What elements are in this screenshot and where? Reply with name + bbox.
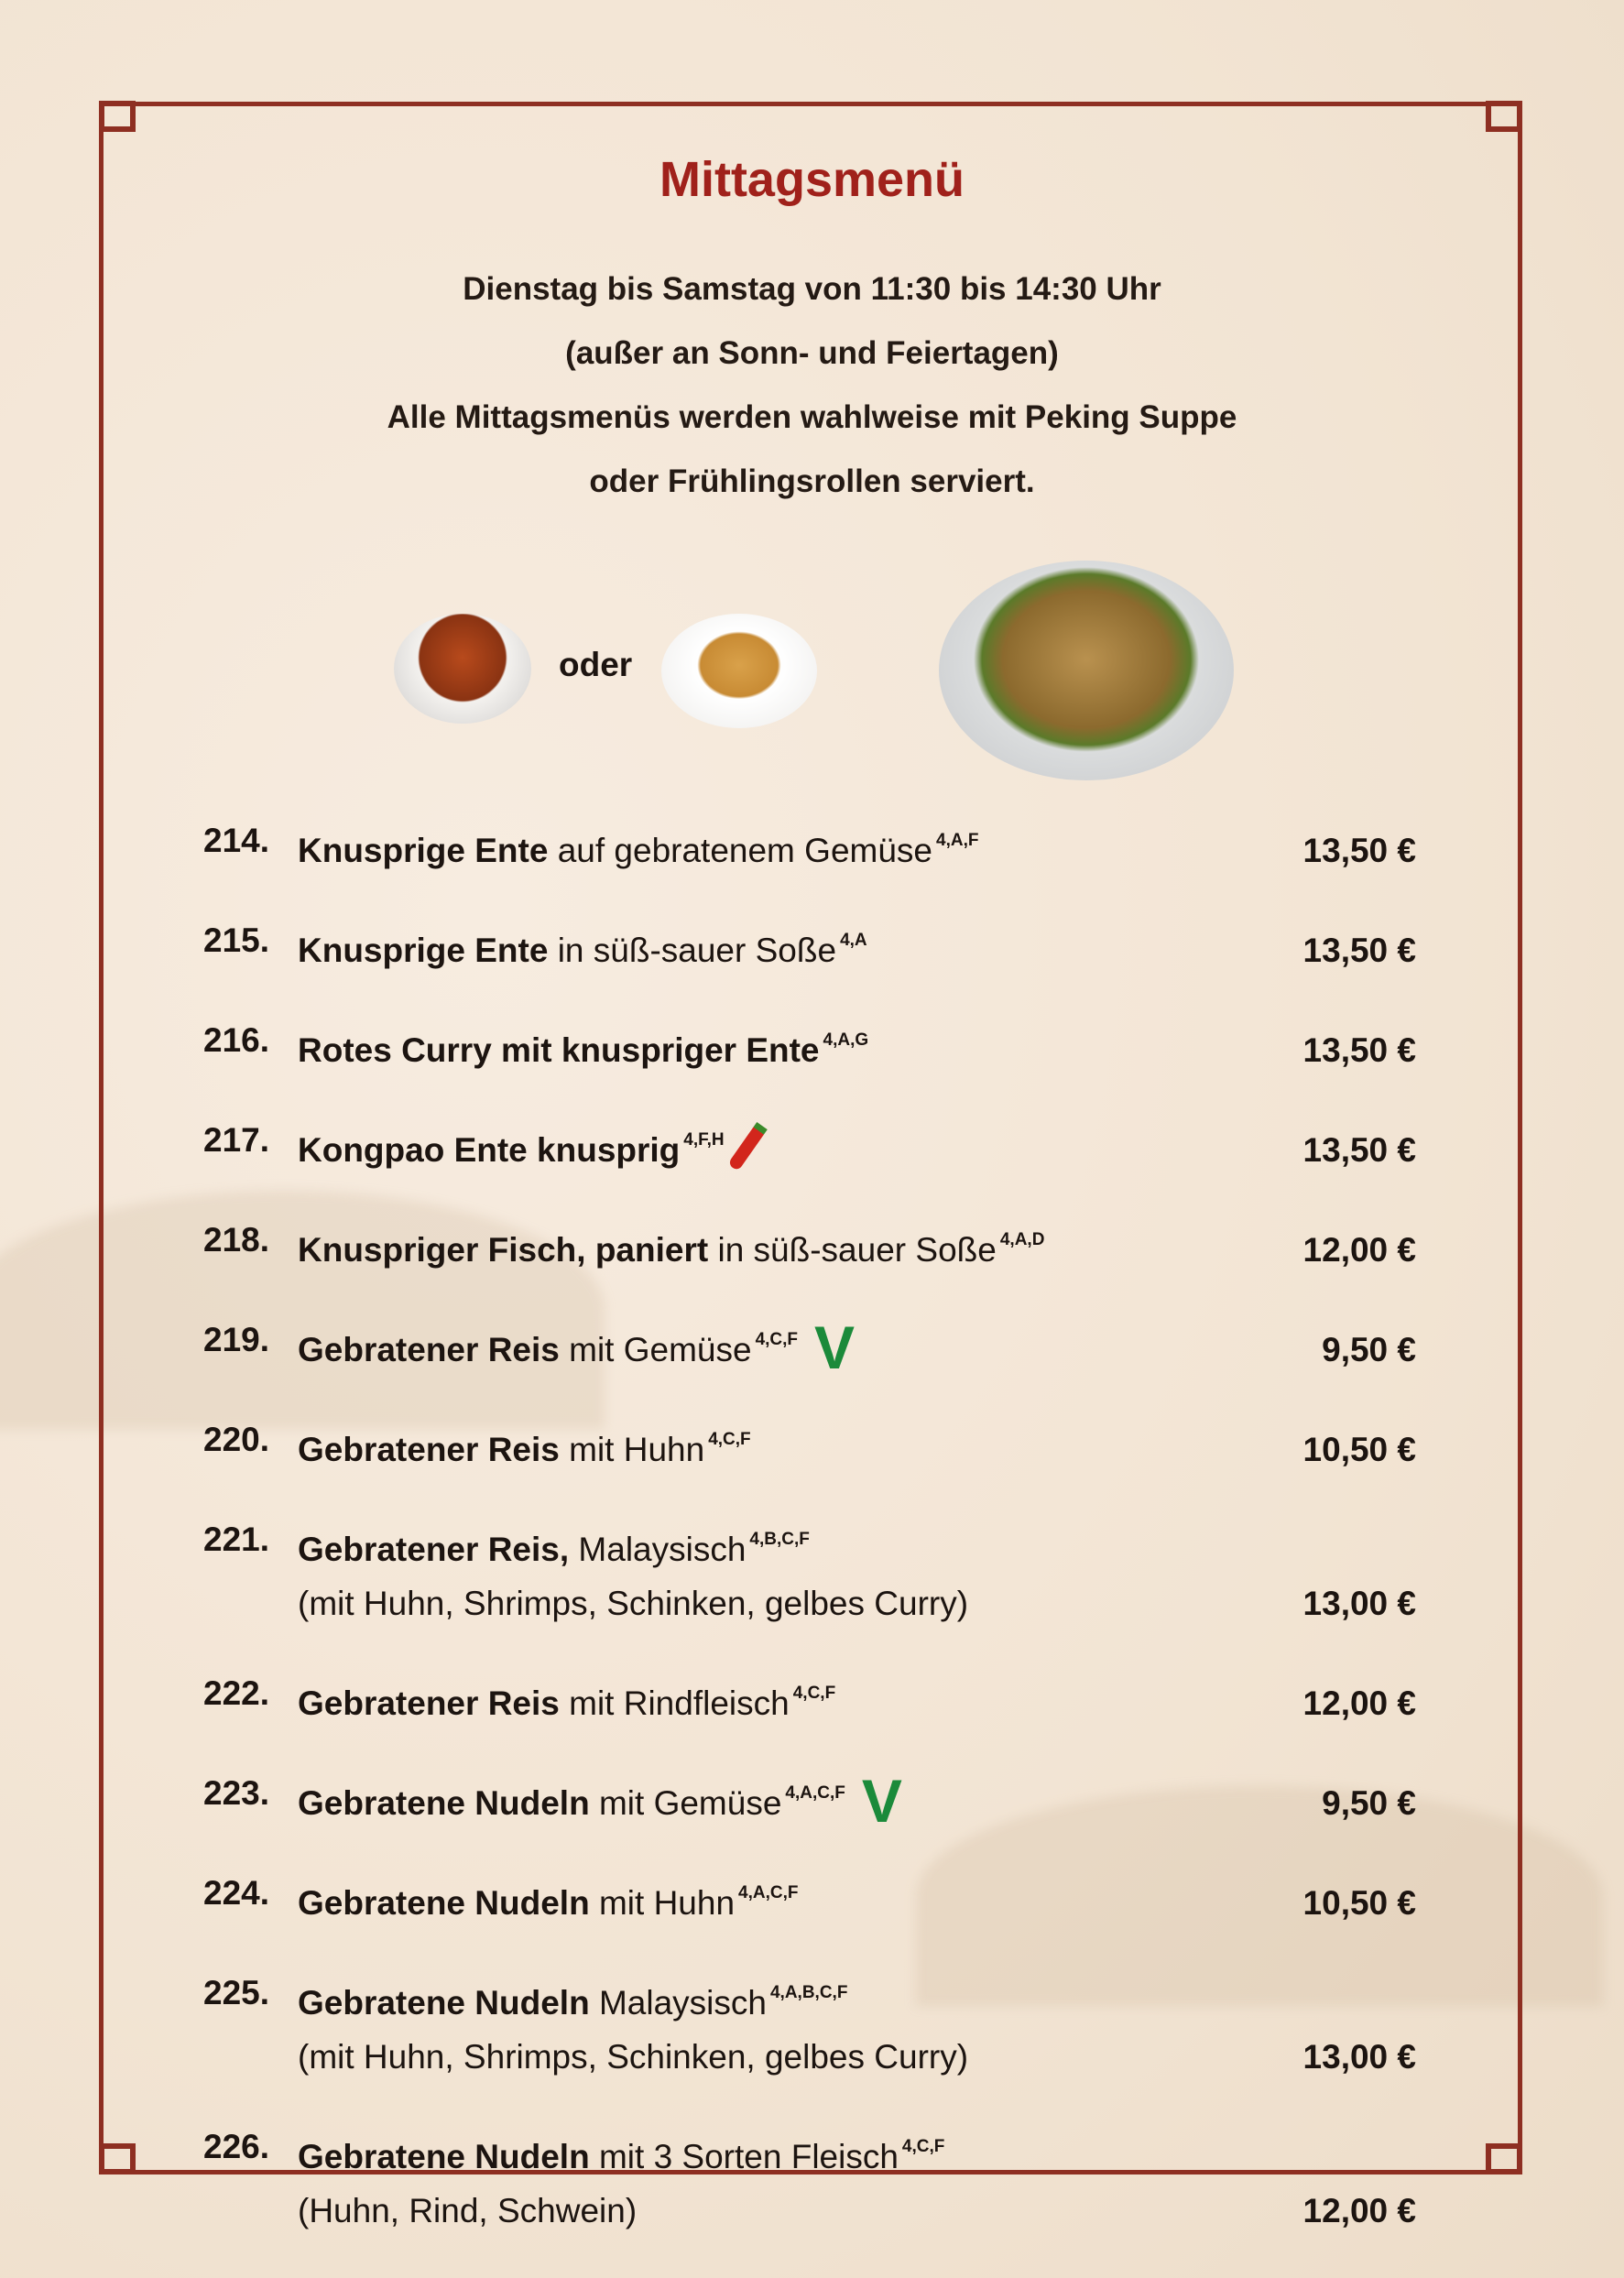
- menu-item: [203, 913, 1416, 1013]
- item-name: Malaysisch: [589, 1984, 767, 2022]
- item-price: 10,50 €: [1302, 1884, 1416, 1922]
- menu-item: [203, 1013, 1416, 1113]
- item-name: in süß-sauer Soße: [708, 1231, 997, 1269]
- item-number: 219.: [203, 1321, 270, 1358]
- menu-item: [203, 813, 1416, 913]
- item-name-bold: Gebratene Nudeln: [298, 1884, 590, 1922]
- menu-item: [203, 1966, 1416, 2120]
- allergen-codes: 4,A,D: [999, 1230, 1045, 1249]
- item-price: 13,50 €: [1302, 832, 1416, 869]
- chili-icon: [727, 1122, 768, 1172]
- intro-line: oder Frühlingsrollen serviert.: [589, 463, 1035, 499]
- intro-line: (außer an Sonn- und Feiertagen): [565, 335, 1059, 371]
- item-price: 12,00 €: [1302, 2192, 1416, 2229]
- allergen-codes: 4,A,G: [823, 1030, 869, 1050]
- menu-item: [203, 1113, 1416, 1213]
- item-number: 224.: [203, 1874, 270, 1912]
- frame-corner-ornament: [99, 101, 136, 132]
- item-number: 221.: [203, 1520, 270, 1558]
- vegetarian-icon: V: [814, 1313, 856, 1381]
- vegetarian-icon: V: [861, 1767, 902, 1835]
- menu-item: [203, 1213, 1416, 1313]
- item-name: mit 3 Sorten Fleisch: [589, 2138, 899, 2175]
- item-number: 217.: [203, 1121, 270, 1159]
- item-name-bold: Gebratener Reis,: [298, 1531, 570, 1568]
- allergen-codes: 4,C,F: [708, 1430, 751, 1449]
- allergen-codes: 4,A,C,F: [738, 1883, 799, 1902]
- item-name: Malaysisch: [569, 1531, 747, 1568]
- item-name: mit Rindfleisch: [559, 1684, 790, 1722]
- item-number: 225.: [203, 1974, 270, 2011]
- item-name-bold: Knuspriger Fisch, paniert: [298, 1231, 709, 1269]
- item-name-bold: Gebratene Nudeln: [298, 1784, 590, 1822]
- item-name-bold: Knusprige Ente: [298, 832, 549, 869]
- item-price: 9,50 €: [1322, 1331, 1416, 1368]
- item-price: 13,50 €: [1302, 1031, 1416, 1069]
- menu-item: [203, 1412, 1416, 1512]
- menu-item: [203, 1666, 1416, 1766]
- allergen-codes: 4,A,B,C,F: [769, 1983, 848, 2002]
- allergen-codes: 4,C,F: [792, 1684, 836, 1703]
- allergen-codes: 4,A: [840, 931, 867, 950]
- item-name-bold: Knusprige Ente: [298, 932, 549, 969]
- allergen-codes: 4,C,F: [755, 1330, 799, 1349]
- oder-label: oder: [559, 646, 633, 683]
- item-number: 215.: [203, 921, 270, 959]
- item-name-bold: Gebratener Reis: [298, 1431, 560, 1468]
- intro-line: Dienstag bis Samstag von 11:30 bis 14:30 Uhr: [463, 271, 1161, 307]
- frame-corner-ornament: [1486, 2143, 1522, 2174]
- item-name: mit Huhn: [589, 1884, 736, 1922]
- allergen-codes: 4,A,C,F: [785, 1783, 845, 1803]
- item-price: 9,50 €: [1322, 1784, 1416, 1822]
- item-number: 218.: [203, 1221, 270, 1259]
- item-price: 12,00 €: [1302, 1684, 1416, 1722]
- item-number: 216.: [203, 1021, 270, 1059]
- menu-item: [203, 2120, 1416, 2273]
- item-name: mit Huhn: [559, 1431, 705, 1468]
- item-name-bold: Gebratene Nudeln: [298, 1984, 590, 2022]
- menu-item: [203, 1866, 1416, 1966]
- item-price: 13,00 €: [1302, 2038, 1416, 2076]
- item-name-bold: Gebratener Reis: [298, 1684, 560, 1722]
- menu-item: [203, 1512, 1416, 1666]
- item-price: 13,00 €: [1302, 1585, 1416, 1622]
- item-name: mit Gemüse: [559, 1331, 752, 1368]
- item-note: (mit Huhn, Shrimps, Schinken, gelbes Curry): [298, 2038, 969, 2076]
- item-name-bold: Gebratene Nudeln: [298, 2138, 590, 2175]
- fried-noodles-image: [939, 561, 1234, 780]
- allergen-codes: 4,F,H: [683, 1130, 725, 1150]
- allergen-codes: 4,C,F: [901, 2137, 945, 2156]
- item-number: 223.: [203, 1774, 270, 1812]
- item-number: 214.: [203, 822, 270, 859]
- item-number: 222.: [203, 1674, 270, 1712]
- allergen-codes: 4,A,F: [936, 831, 979, 850]
- item-note: (Huhn, Rind, Schwein): [298, 2192, 638, 2229]
- item-name: in süß-sauer Soße: [548, 932, 837, 969]
- frame-corner-ornament: [99, 2143, 136, 2174]
- menu-item: [203, 1766, 1416, 1866]
- item-number: 226.: [203, 2128, 270, 2165]
- item-price: 13,50 €: [1302, 932, 1416, 969]
- spring-rolls-image: [661, 614, 817, 728]
- frame-corner-ornament: [1486, 101, 1522, 132]
- item-name: auf gebratenem Gemüse: [548, 832, 932, 869]
- item-price: 10,50 €: [1302, 1431, 1416, 1468]
- item-number: 220.: [203, 1421, 270, 1458]
- item-price: 12,00 €: [1302, 1231, 1416, 1269]
- item-note: (mit Huhn, Shrimps, Schinken, gelbes Curry): [298, 1585, 969, 1622]
- item-name-bold: Gebratener Reis: [298, 1331, 560, 1368]
- menu-list: [203, 813, 1416, 2273]
- peking-soup-image: [394, 614, 531, 724]
- item-price: 13,50 €: [1302, 1131, 1416, 1169]
- intro-line: Alle Mittagsmenüs werden wahlweise mit Peking Suppe: [387, 399, 1237, 435]
- item-name-bold: Kongpao Ente knusprig: [298, 1131, 681, 1169]
- item-name: mit Gemüse: [589, 1784, 782, 1822]
- menu-item: [203, 1313, 1416, 1412]
- page-title: Mittagsmenü: [659, 152, 965, 207]
- allergen-codes: 4,B,C,F: [749, 1530, 810, 1549]
- item-name-bold: Rotes Curry mit knuspriger Ente: [298, 1031, 820, 1069]
